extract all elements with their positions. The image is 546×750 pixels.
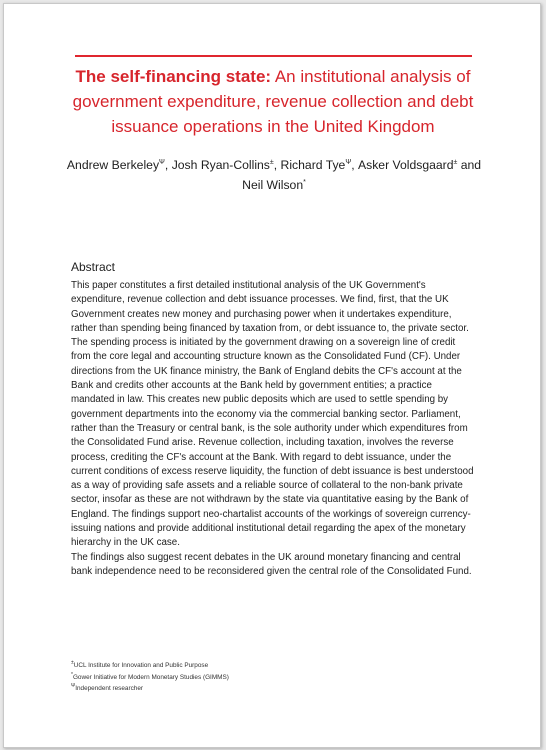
paper-title	[64, 64, 482, 139]
abstract-paragraph: The findings also suggest recent debates in the UK around monetary financing and central bank independence need to be reconsidered given the central role of the Consolidated Fund.	[71, 551, 472, 577]
title-rest: An institutional analysis of government expenditure, revenue collection and debt issuance operations in the United Kingdom	[72, 67, 474, 136]
footnote	[71, 683, 476, 695]
affiliation-mark: *	[303, 179, 306, 186]
footnotes	[71, 660, 476, 695]
author-name: Josh Ryan-Collins	[171, 158, 270, 172]
footnote-text: Gower Initiative for Modern Monetary Studies (GIMMS)	[72, 673, 229, 681]
affiliation-mark: Ψ	[345, 159, 352, 166]
abstract-body	[71, 279, 476, 579]
footnote-mark: Ψ	[71, 683, 76, 689]
title-lead: The self-financing state:	[75, 67, 272, 86]
footnote	[71, 672, 476, 684]
author-name: Neil Wilson	[242, 178, 304, 192]
affiliation-mark: ±	[269, 159, 274, 166]
author-separator: ,	[273, 158, 281, 172]
affiliation-mark: Ψ	[159, 159, 165, 166]
footnote-text: Independent researcher	[75, 685, 144, 692]
footnote	[71, 660, 476, 672]
abstract-heading: Abstract	[71, 260, 116, 274]
footnote-mark: ±	[71, 660, 74, 666]
title-rule	[75, 55, 472, 57]
paper-page	[3, 3, 541, 748]
author-separator: ,	[164, 158, 172, 172]
author-separator: ,	[351, 158, 358, 172]
author-name: Asker Voldsgaard	[357, 158, 454, 172]
author-separator: and	[457, 158, 482, 172]
author-name: Andrew Berkeley	[66, 158, 160, 172]
affiliation-mark: ±	[453, 159, 458, 166]
author-list	[54, 155, 494, 195]
footnote-text: UCL Institute for Innovation and Public Purpose	[73, 662, 209, 669]
footnote-mark: *	[71, 671, 73, 678]
abstract-paragraph: This paper constitutes a first detailed institutional analysis of the UK Government's expenditure, revenue collection and debt issuance processes. We find, first, that the UK Government creates new money and purchasing power when it undertakes expenditure, rather than spending being financed by taxation from, or debt issuance to, the private sector. The spending process is initiated by the government drawing on a sovereign line of credit from the core legal and accounting structure known as the Consolidated Fund (CF). Under directions from the UK finance ministry, the Bank of England debits the CF's account at the Bank and credits other accounts at the Bank held by government entities; a practice mandated in law. This creates new public deposits which are used to settle spending by government departments into the economy via the commercial banking sector. Parliament, rather than the Treasury or central bank, is the sole authority under which expenditures from the Consolidated Fund arise. Revenue collection, including taxation, involves the reverse process, crediting the CF's account at the Bank. With regard to debt issuance, under the current conditions of excess reserve liquidity, the function of debt issuance is best understood as a way of providing safe assets and a reliable source of collateral to the non-bank private sector, insofar as these are not withdrawn by the state via quantitative easing by the Bank of England. The findings support neo-chartalist accounts of the workings of sovereign currency-issuing nations and provide additional institutional detail regarding the apex of the monetary hierarchy in the UK case.	[71, 280, 474, 549]
author-name: Richard Tye	[280, 158, 346, 172]
